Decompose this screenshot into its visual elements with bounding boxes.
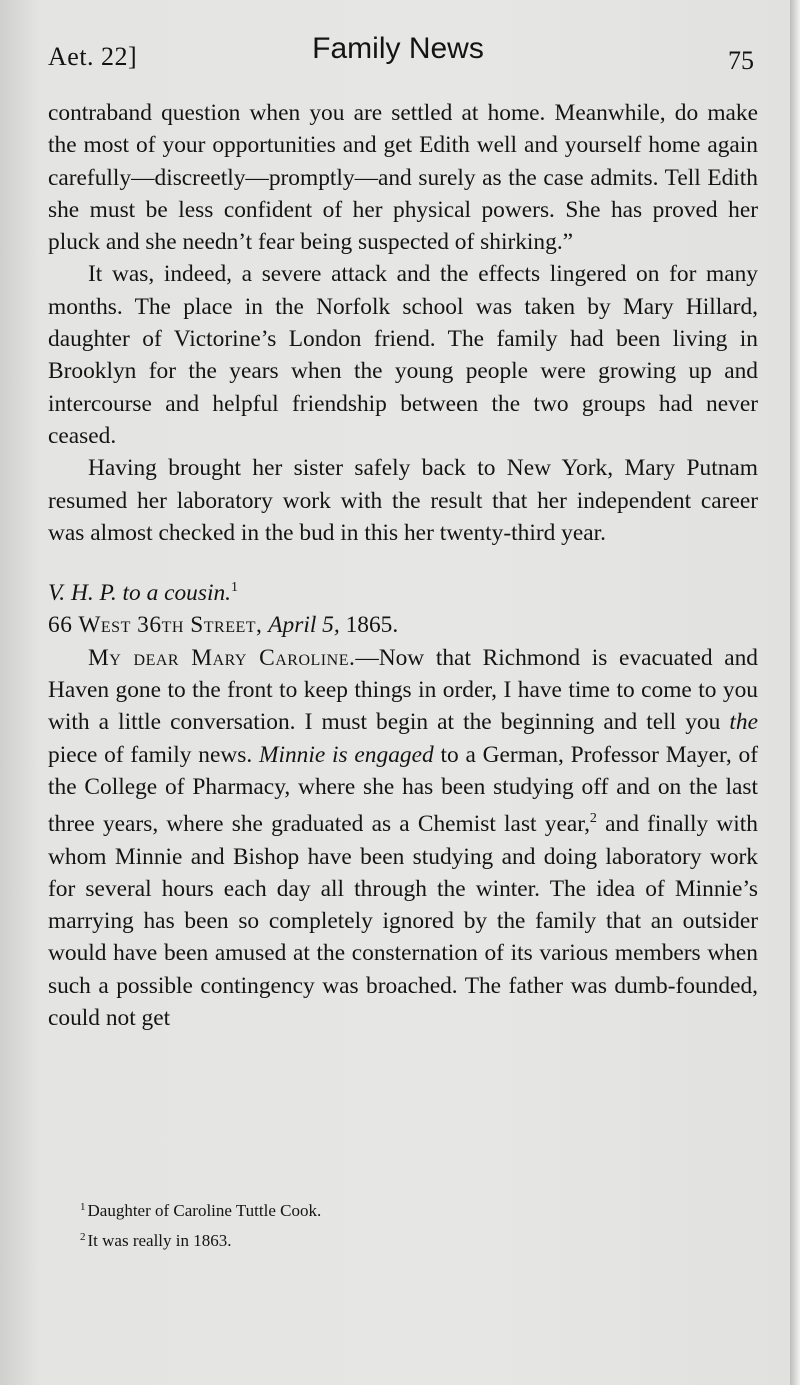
letter-heading-text: V. H. P. to a cousin. bbox=[48, 580, 232, 607]
letter-text-3: to a German, Professor Mayer, of the College of Pharmacy, where she has been studying off and on the last three years, where she graduated as a Chemist last year, bbox=[48, 741, 758, 838]
letter-dateline bbox=[48, 609, 758, 641]
footnote-1-mark: 1 bbox=[80, 1201, 86, 1213]
letter-text-4: and finally with whom Minnie and Bishop have been studying and doing laboratory work for several hours each day all through the winter. The idea of Minnie’s marrying has been so completely ignored by the family that an outsider would have been amused at the consternation of its various members when such a possible contingency was broached. The father was dumb-founded, could not get bbox=[48, 811, 758, 1032]
footnotes bbox=[80, 1194, 321, 1254]
footnote-2 bbox=[80, 1224, 321, 1254]
dateline-date: April 5, bbox=[268, 612, 340, 639]
footnote-2-text: It was really in 1863. bbox=[87, 1231, 232, 1250]
letter-text-1: —Now that Richmond is evacuated and Haven gone to the front to keep things in order, I have time to come to you with a little conversation. I must begin at the beginning and tell you bbox=[48, 644, 758, 736]
page-number: 75 bbox=[728, 46, 754, 75]
paragraph-2: It was, indeed, a severe attack and the effects lingered on for many months. The place in the Norfolk school was taken by Mary Hillard, daughter of Victorine’s London friend. The family had been living in Brooklyn for the years when the young people were growing up and intercourse and helpful friendship between the two groups had never ceased. bbox=[48, 261, 758, 449]
running-header bbox=[48, 30, 754, 78]
page-edge bbox=[790, 0, 800, 1385]
footnote-ref-1: 1 bbox=[231, 580, 239, 596]
dateline-address: 66 West 36th Street, bbox=[48, 612, 263, 639]
footnote-2-mark: 2 bbox=[80, 1231, 86, 1243]
dateline-year: 1865. bbox=[345, 612, 399, 639]
letter-salutation: My dear Mary Caroline. bbox=[88, 644, 356, 671]
letter-emphasis-engaged: Minnie is engaged bbox=[258, 741, 434, 768]
paragraph-3: Having brought her sister safely back to New York, Mary Putnam resumed her laboratory work with the result that her independent career was almost checked in the bud in this her twenty-third year. bbox=[48, 455, 758, 546]
letter-text-2: piece of family news. bbox=[48, 741, 259, 768]
running-title: Family News bbox=[312, 32, 484, 65]
footnote-ref-2: 2 bbox=[589, 811, 597, 827]
paragraph-1: contraband question when you are settled at home. Meanwhile, do make the most of your opportunities and get Edith well and yourself home again carefully—discreetly—promptly—and surely as the case admits. Tell Edith she must be less confident of her physical powers. She has proved her pluck and she needn’t fear being suspected of shirking.” bbox=[48, 100, 758, 256]
letter-emphasis-the: the bbox=[729, 709, 758, 736]
running-head-left: Aet. 22] bbox=[48, 42, 138, 71]
letter-paragraph bbox=[48, 642, 758, 1035]
footnote-1-text: Daughter of Caroline Tuttle Cook. bbox=[87, 1201, 322, 1220]
footnote-1 bbox=[80, 1194, 321, 1224]
page-body bbox=[48, 97, 758, 1034]
letter-heading bbox=[48, 572, 758, 609]
